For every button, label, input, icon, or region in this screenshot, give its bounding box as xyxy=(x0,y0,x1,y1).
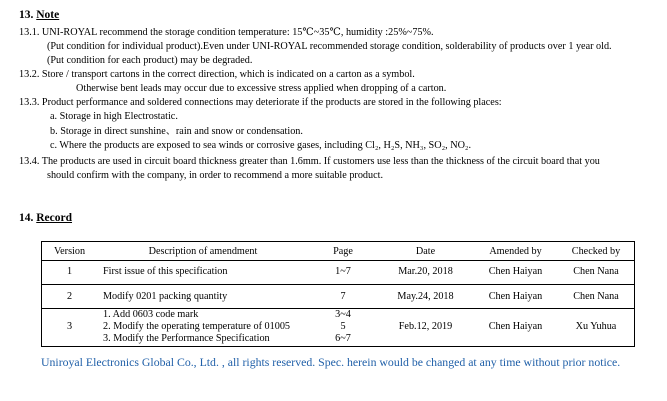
note-13-4-line2: should confirm with the company, in order to recommend a more suitable product. xyxy=(47,170,384,181)
note-13-4: 13.4. The products are used in circuit board thickness greater than 1.6mm. If customers use less than the thickness of the circuit board that you xyxy=(19,156,600,167)
note-section-number: 13. xyxy=(19,9,34,21)
cell-amended-by: Chen Haiyan xyxy=(488,266,543,277)
note-13-1: 13.1. UNI-ROYAL recommend the storage condition temperature: 15℃~35℃, humidity :25%~75%. xyxy=(19,27,434,38)
cell-description: Modify 0201 packing quantity xyxy=(103,291,228,302)
cell-checked-by: Chen Nana xyxy=(573,291,619,302)
note-13-1-line3: (Put condition for each product) may be degraded. xyxy=(47,55,253,66)
note-13-1-line2: (Put condition for individual product).Even under UNI-ROYAL recommended storage condition, solderability of products over 1 year old. xyxy=(47,41,612,52)
note-13-3-c: c. Where the products are exposed to sea winds or corrosive gases, including Cl₂, H₂S, NH₃, SO₂, NO₂. xyxy=(50,140,472,151)
cell-date: May.24, 2018 xyxy=(397,291,454,302)
cell-page: 7 xyxy=(340,291,346,302)
header-date: Date xyxy=(415,246,436,257)
cell-amended-by: Chen Haiyan xyxy=(488,291,543,302)
note-13-3: 13.3. Product performance and soldered connections may deteriorate if the products are stored in the following places: xyxy=(19,97,502,108)
cell-version: 2 xyxy=(66,291,73,302)
cell-description-line-3: 3. Modify the Performance Specification xyxy=(103,333,270,344)
table-right-border xyxy=(634,241,635,346)
cell-date: Feb.12, 2019 xyxy=(398,321,453,332)
note-13-3-a: a. Storage in high Electrostatic. xyxy=(50,111,178,122)
table-bottom-rule xyxy=(41,346,635,347)
header-description: Description of amendment xyxy=(148,246,258,257)
cell-description-line-1: 1. Add 0603 code mark xyxy=(103,309,199,320)
cell-description-line-2: 2. Modify the operating temperature of 01005 xyxy=(103,321,291,332)
cell-page-line-3: 6~7 xyxy=(335,333,351,344)
table-header-rule xyxy=(41,260,635,261)
cell-page-line-1: 3~4 xyxy=(335,309,351,320)
header-checked-by: Checked by xyxy=(571,246,621,257)
record-section-heading xyxy=(19,212,72,224)
table-top-rule xyxy=(41,241,635,242)
cell-page: 1~7 xyxy=(335,266,351,277)
cell-amended-by: Chen Haiyan xyxy=(488,321,543,332)
record-section-title: Record xyxy=(36,212,73,224)
note-13-2: 13.2. Store / transport cartons in the correct direction, which is indicated on a carton as a symbol. xyxy=(19,69,415,80)
copyright-footer: Uniroyal Electronics Global Co., Ltd. , all rights reserved. Spec. herein would be changed at any time without prior notice. xyxy=(41,355,621,369)
record-section-number: 14. xyxy=(19,212,34,224)
note-13-2-line2: Otherwise bent leads may occur due to excessive stress applied when dropping of a carton. xyxy=(76,83,447,94)
cell-checked-by: Xu Yuhua xyxy=(575,321,617,332)
cell-date: Mar.20, 2018 xyxy=(398,266,453,277)
header-version: Version xyxy=(53,246,86,257)
note-13-3-b: b. Storage in direct sunshine、rain and snow or condensation. xyxy=(50,126,303,137)
cell-version: 1 xyxy=(66,266,73,277)
header-amended-by: Amended by xyxy=(489,246,542,257)
header-page: Page xyxy=(333,246,353,257)
cell-version: 3 xyxy=(66,321,73,332)
cell-description: First issue of this specification xyxy=(103,266,228,277)
note-section-title: Note xyxy=(36,9,60,21)
cell-checked-by: Chen Nana xyxy=(573,266,619,277)
cell-page-line-2: 5 xyxy=(340,321,346,332)
note-section-heading xyxy=(19,9,59,21)
table-row-rule xyxy=(41,284,635,285)
